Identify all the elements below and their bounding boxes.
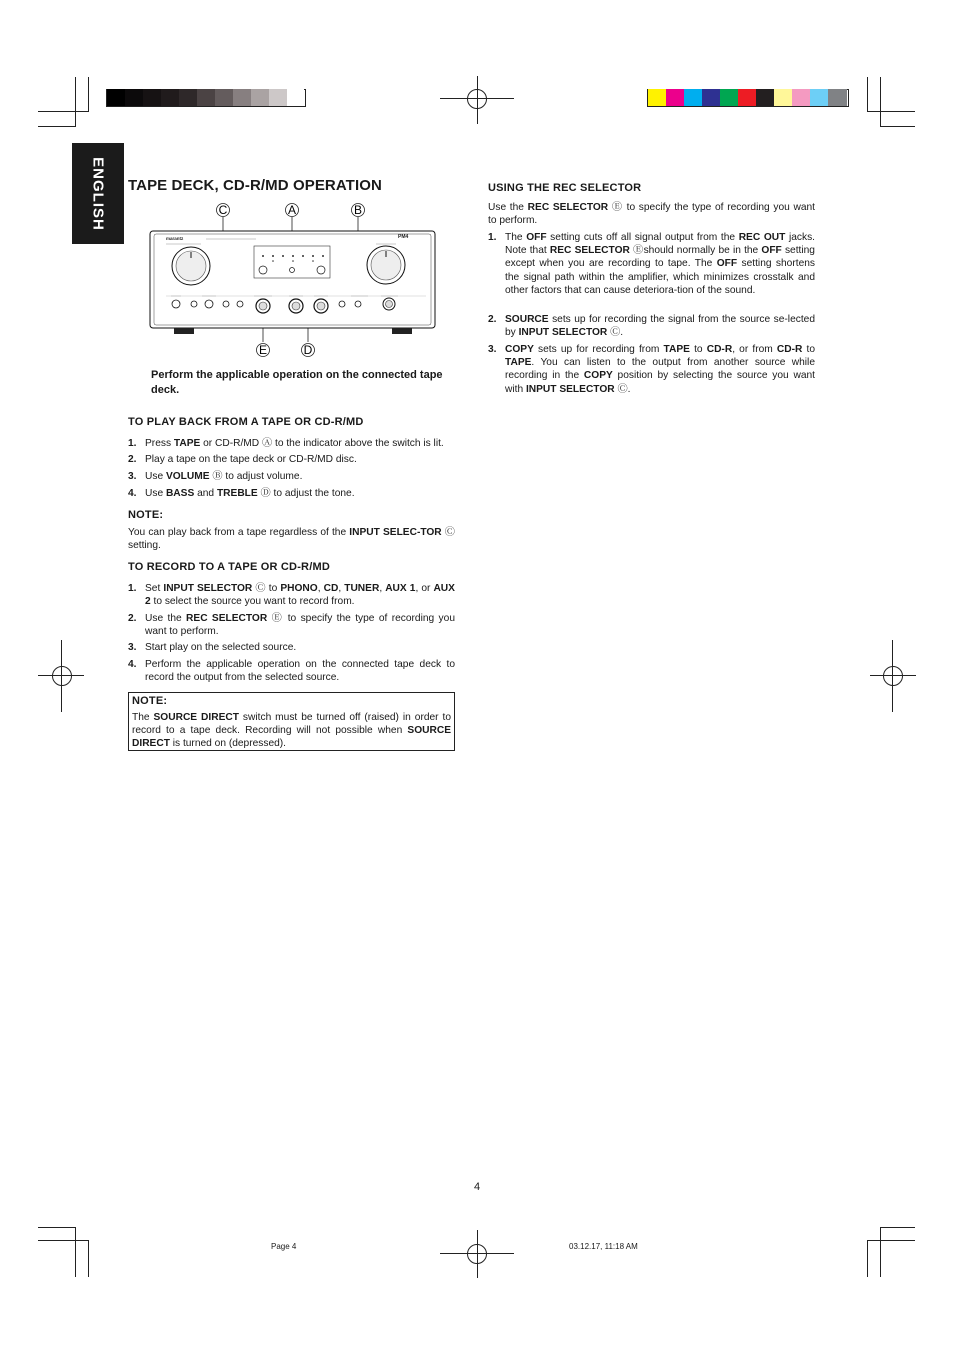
rec-selector-item: 3. COPY sets up for recording from TAPE to CD-R, or from CD-R to TAPE. You can listen to the output from another source while recording in the COPY position by selecting the source you want with INPUT SELECTOR Ⓒ. [488, 344, 815, 395]
gray-swatch [251, 89, 269, 106]
playback-step: 2. Play a tape on the tape deck or CD-R/MD disc. [128, 454, 357, 465]
color-swatch [648, 89, 666, 106]
rec-selector-item: 2. SOURCE sets up for recording the signal from the source se-lected by INPUT SELECTOR Ⓒ. [488, 314, 815, 339]
amplifier-front-panel-diagram [146, 200, 446, 360]
playback-note: You can play back from a tape regardless of the INPUT SELEC-TOR Ⓒ setting. [128, 527, 455, 552]
rec-selector-intro: Use the REC SELECTOR Ⓔ to specify the type of recording you want to perform. [488, 202, 815, 227]
language-tab [72, 143, 124, 244]
playback-note-heading: NOTE: [128, 509, 164, 521]
color-swatch [702, 89, 720, 106]
callout-c: C [218, 203, 228, 217]
gray-swatch [269, 89, 287, 106]
color-swatch [810, 89, 828, 106]
callout-a: A [287, 203, 297, 217]
record-step: 4. Perform the applicable operation on the connected tape deck to record the output from the selected source. [128, 659, 455, 684]
color-swatch [792, 89, 810, 106]
playback-step: 1. Press TAPE or CD-R/MD Ⓐ to the indicator above the switch is lit. [128, 438, 444, 449]
color-swatch [738, 89, 756, 106]
gray-swatch [125, 89, 143, 106]
record-heading: TO RECORD TO A TAPE OR CD-R/MD [128, 561, 330, 573]
color-swatch [828, 89, 847, 106]
source-indicator-panel [254, 246, 330, 278]
playback-heading: TO PLAY BACK FROM A TAPE OR CD-R/MD [128, 416, 364, 428]
color-swatch [756, 89, 774, 106]
color-swatch [666, 89, 684, 106]
input-selector-knob [172, 247, 210, 285]
callout-b: B [353, 203, 363, 217]
gray-swatch [107, 89, 125, 106]
model-name: PM4 [398, 234, 409, 240]
gray-swatch [215, 89, 233, 106]
playback-step: 3. Use VOLUME Ⓑ to adjust volume. [128, 471, 303, 482]
color-swatch [720, 89, 738, 106]
record-step: 2. Use the REC SELECTOR Ⓔ to specify the type of recording you want to perform. [128, 613, 455, 638]
footer-page-label: Page 4 [271, 1242, 297, 1251]
language-tab-label: ENGLISH [89, 156, 107, 231]
gray-swatch [179, 89, 197, 106]
page-title: TAPE DECK, CD-R/MD OPERATION [128, 177, 382, 194]
record-note: The SOURCE DIRECT switch must be turned off (raised) in order to record to a tape deck. Recording will not possible when SOURCE DIRECT is turned on (depressed). [132, 712, 451, 750]
color-swatch [774, 89, 792, 106]
brand-logo: marantz [166, 236, 184, 241]
callout-e: E [258, 343, 268, 357]
gray-swatch [287, 89, 304, 106]
playback-step: 4. Use BASS and TREBLE Ⓓ to adjust the tone. [128, 488, 355, 499]
gray-swatch [197, 89, 215, 106]
callout-d: D [303, 343, 313, 357]
record-step: 3. Start play on the selected source. [128, 642, 297, 653]
record-note-heading: NOTE: [132, 695, 168, 707]
gray-swatch [233, 89, 251, 106]
color-swatch [684, 89, 702, 106]
record-step: 1. Set INPUT SELECTOR Ⓒ to PHONO, CD, TUNER, AUX 1, or AUX 2 to select the source you want to record from. [128, 583, 455, 608]
diagram-caption: Perform the applicable operation on the connected tape deck. [151, 369, 443, 396]
gray-swatch [143, 89, 161, 106]
gray-swatch [161, 89, 179, 106]
rec-selector-heading: USING THE REC SELECTOR [488, 182, 642, 194]
rec-selector-item: 1. The OFF setting cuts off all signal output from the REC OUT jacks. Note that REC SELECTOR Ⓔshould normally be in the OFF setting except when you are recording to tape. The OFF setting shortens the signal path within the amplifier, which minimizes crosstalk and other factors that can cause deteriora-tion of the sound. [488, 232, 815, 296]
page-number: 4 [474, 1181, 481, 1193]
footer-timestamp: 03.12.17, 11:18 AM [569, 1242, 638, 1251]
record-note-box [128, 692, 455, 751]
